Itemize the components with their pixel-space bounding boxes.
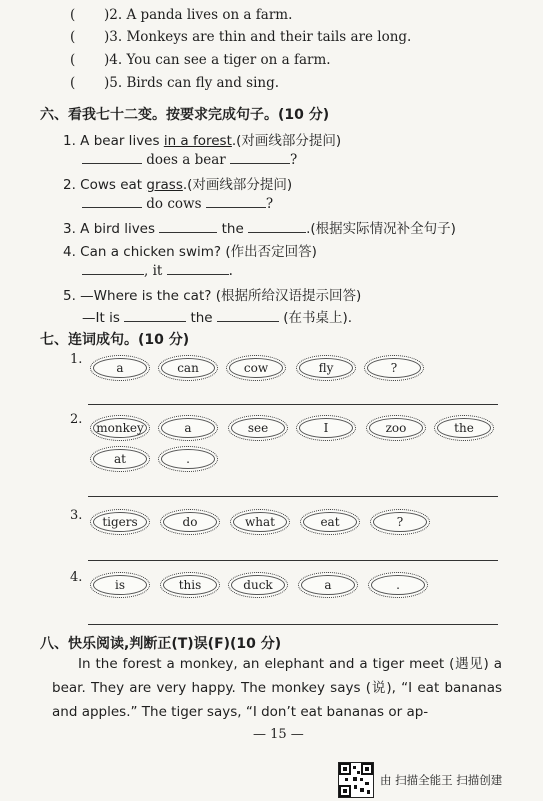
page-number: — 15 —	[253, 727, 304, 742]
word-card[interactable]: what	[230, 509, 290, 535]
word-card[interactable]: at	[90, 446, 150, 472]
s6-q3: 3. A bird lives the .(根据实际情况补全句子)	[63, 221, 456, 237]
s6-q2-answer: do cows ?	[82, 195, 273, 212]
word-card[interactable]: duck	[228, 572, 288, 598]
word-card[interactable]: .	[368, 572, 428, 598]
word-card[interactable]: tigers	[90, 509, 150, 535]
answer-blank[interactable]	[230, 151, 290, 164]
word-card[interactable]: a	[298, 572, 358, 598]
answer-line[interactable]	[88, 404, 498, 405]
section6-title: 六、看我七十二变。按要求完成句子。(10 分)	[40, 107, 330, 123]
answer-blank[interactable]	[159, 220, 217, 233]
word-card[interactable]: zoo	[366, 415, 426, 441]
s7-q1-number: 1.	[70, 352, 83, 367]
answer-line[interactable]	[88, 496, 498, 497]
word-card[interactable]: a	[158, 415, 218, 441]
word-card[interactable]: eat	[300, 509, 360, 535]
answer-blank[interactable]	[206, 195, 266, 208]
answer-blank[interactable]	[82, 262, 144, 275]
s6-q4-answer: , it .	[82, 262, 233, 279]
tf-item-2: ( )2. A panda lives on a farm.	[70, 7, 293, 23]
s6-q5-answer: —It is the (在书桌上).	[82, 310, 353, 326]
s6-q4: 4. Can a chicken swim? (作出否定回答)	[63, 244, 317, 260]
s6-q1: 1. A bear lives in a forest.(对画线部分提问)	[63, 133, 342, 149]
tf-item-3: ( )3. Monkeys are thin and their tails are long.	[70, 29, 412, 45]
word-card[interactable]: can	[158, 355, 218, 381]
answer-blank[interactable]	[248, 220, 306, 233]
word-card[interactable]: monkey	[90, 415, 150, 441]
word-card[interactable]: do	[160, 509, 220, 535]
word-card[interactable]: is	[90, 572, 150, 598]
answer-line[interactable]	[88, 560, 498, 561]
reading-passage: In the forest a monkey, an elephant and a tiger meet (遇见) a bear. They are very happy. The monkey says (说), “I eat bananas and apples.” The tiger says, “I don’t eat bananas or ap-	[52, 656, 502, 720]
word-card[interactable]: ?	[370, 509, 430, 535]
qr-code-graphic	[339, 763, 373, 797]
word-card[interactable]: fly	[296, 355, 356, 381]
answer-line[interactable]	[88, 624, 498, 625]
section7-title: 七、连词成句。(10 分)	[40, 332, 190, 348]
qr-code-icon	[338, 762, 374, 798]
s7-q3-number: 3.	[70, 508, 83, 523]
word-card[interactable]: this	[160, 572, 220, 598]
tf-item-5: ( )5. Birds can fly and sing.	[70, 75, 280, 91]
answer-blank[interactable]	[82, 195, 142, 208]
answer-blank[interactable]	[82, 151, 142, 164]
word-card[interactable]: cow	[226, 355, 286, 381]
s7-q2-number: 2.	[70, 412, 83, 427]
s6-q1-answer: does a bear ?	[82, 151, 297, 168]
answer-blank[interactable]	[124, 309, 186, 322]
word-card[interactable]: a	[90, 355, 150, 381]
footer-scanner-text: 由 扫描全能王 扫描创建	[380, 773, 503, 787]
word-card[interactable]: the	[434, 415, 494, 441]
word-card[interactable]: .	[158, 446, 218, 472]
s6-q2: 2. Cows eat grass.(对画线部分提问)	[63, 177, 293, 193]
section8-title: 八、快乐阅读,判断正(T)误(F)(10 分)	[40, 636, 282, 652]
word-card[interactable]: I	[296, 415, 356, 441]
word-card[interactable]: see	[228, 415, 288, 441]
answer-blank[interactable]	[217, 309, 279, 322]
s6-q5: 5. —Where is the cat? (根据所给汉语提示回答)	[63, 288, 362, 304]
tf-item-4: ( )4. You can see a tiger on a farm.	[70, 52, 331, 68]
s7-q4-number: 4.	[70, 570, 83, 585]
answer-blank[interactable]	[167, 262, 229, 275]
word-card[interactable]: ?	[364, 355, 424, 381]
